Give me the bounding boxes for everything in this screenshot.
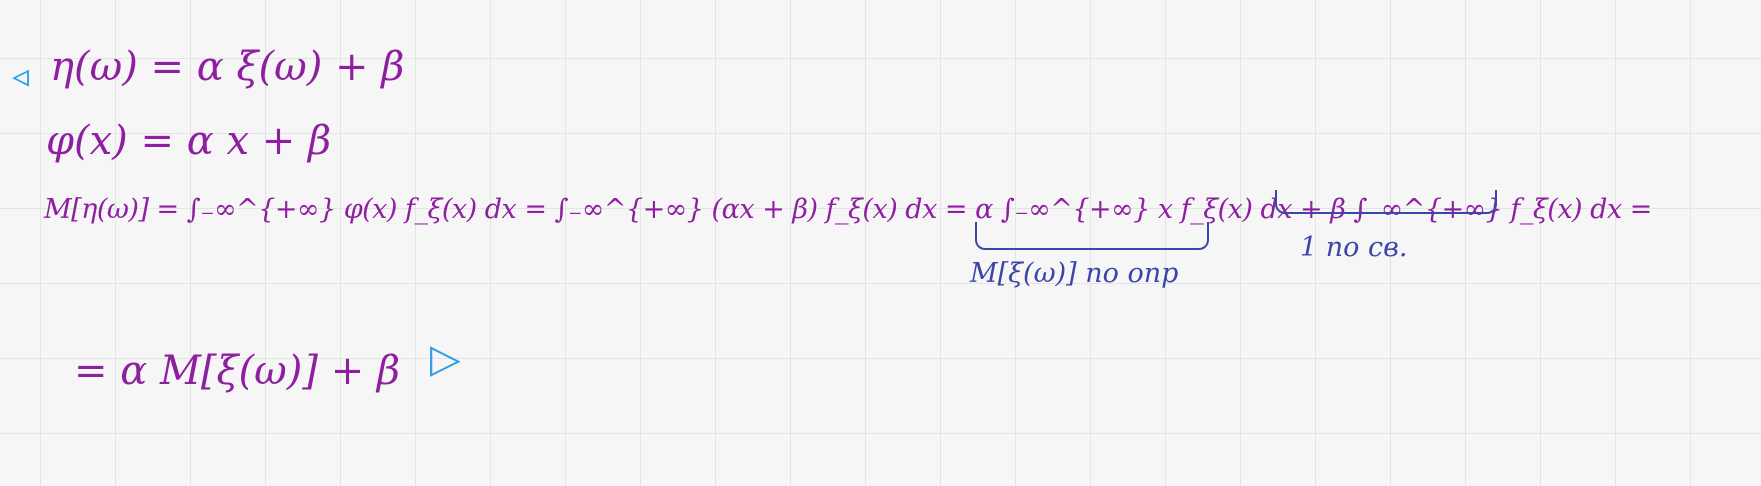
phi-definition: φ(x) = α x + β bbox=[46, 118, 332, 164]
proof-start-marker-icon: ◃ bbox=[12, 56, 30, 96]
annotation-second-integral: 1 по св. bbox=[1300, 232, 1408, 263]
underbrace-first-integral bbox=[975, 222, 1209, 250]
annotation-first-integral: M[ξ(ω)] по опр bbox=[970, 258, 1179, 289]
underbrace-second-integral bbox=[1275, 190, 1497, 214]
proof-end-marker-icon: ▷ bbox=[430, 336, 461, 382]
result-line: = α M[ξ(ω)] + β bbox=[74, 348, 401, 394]
expectation-chain: M[η(ω)] = ∫₋∞^{+∞} φ(x) f_ξ(x) dx = ∫₋∞^{+∞} (αx + β) f_ξ(x) dx = α ∫₋∞^{+∞} x f_ξ(x) dx + β ∫₋∞^{+∞} f_ξ(x) dx = bbox=[44, 194, 1652, 225]
eta-definition: η(ω) = α ξ(ω) + β bbox=[50, 44, 405, 90]
